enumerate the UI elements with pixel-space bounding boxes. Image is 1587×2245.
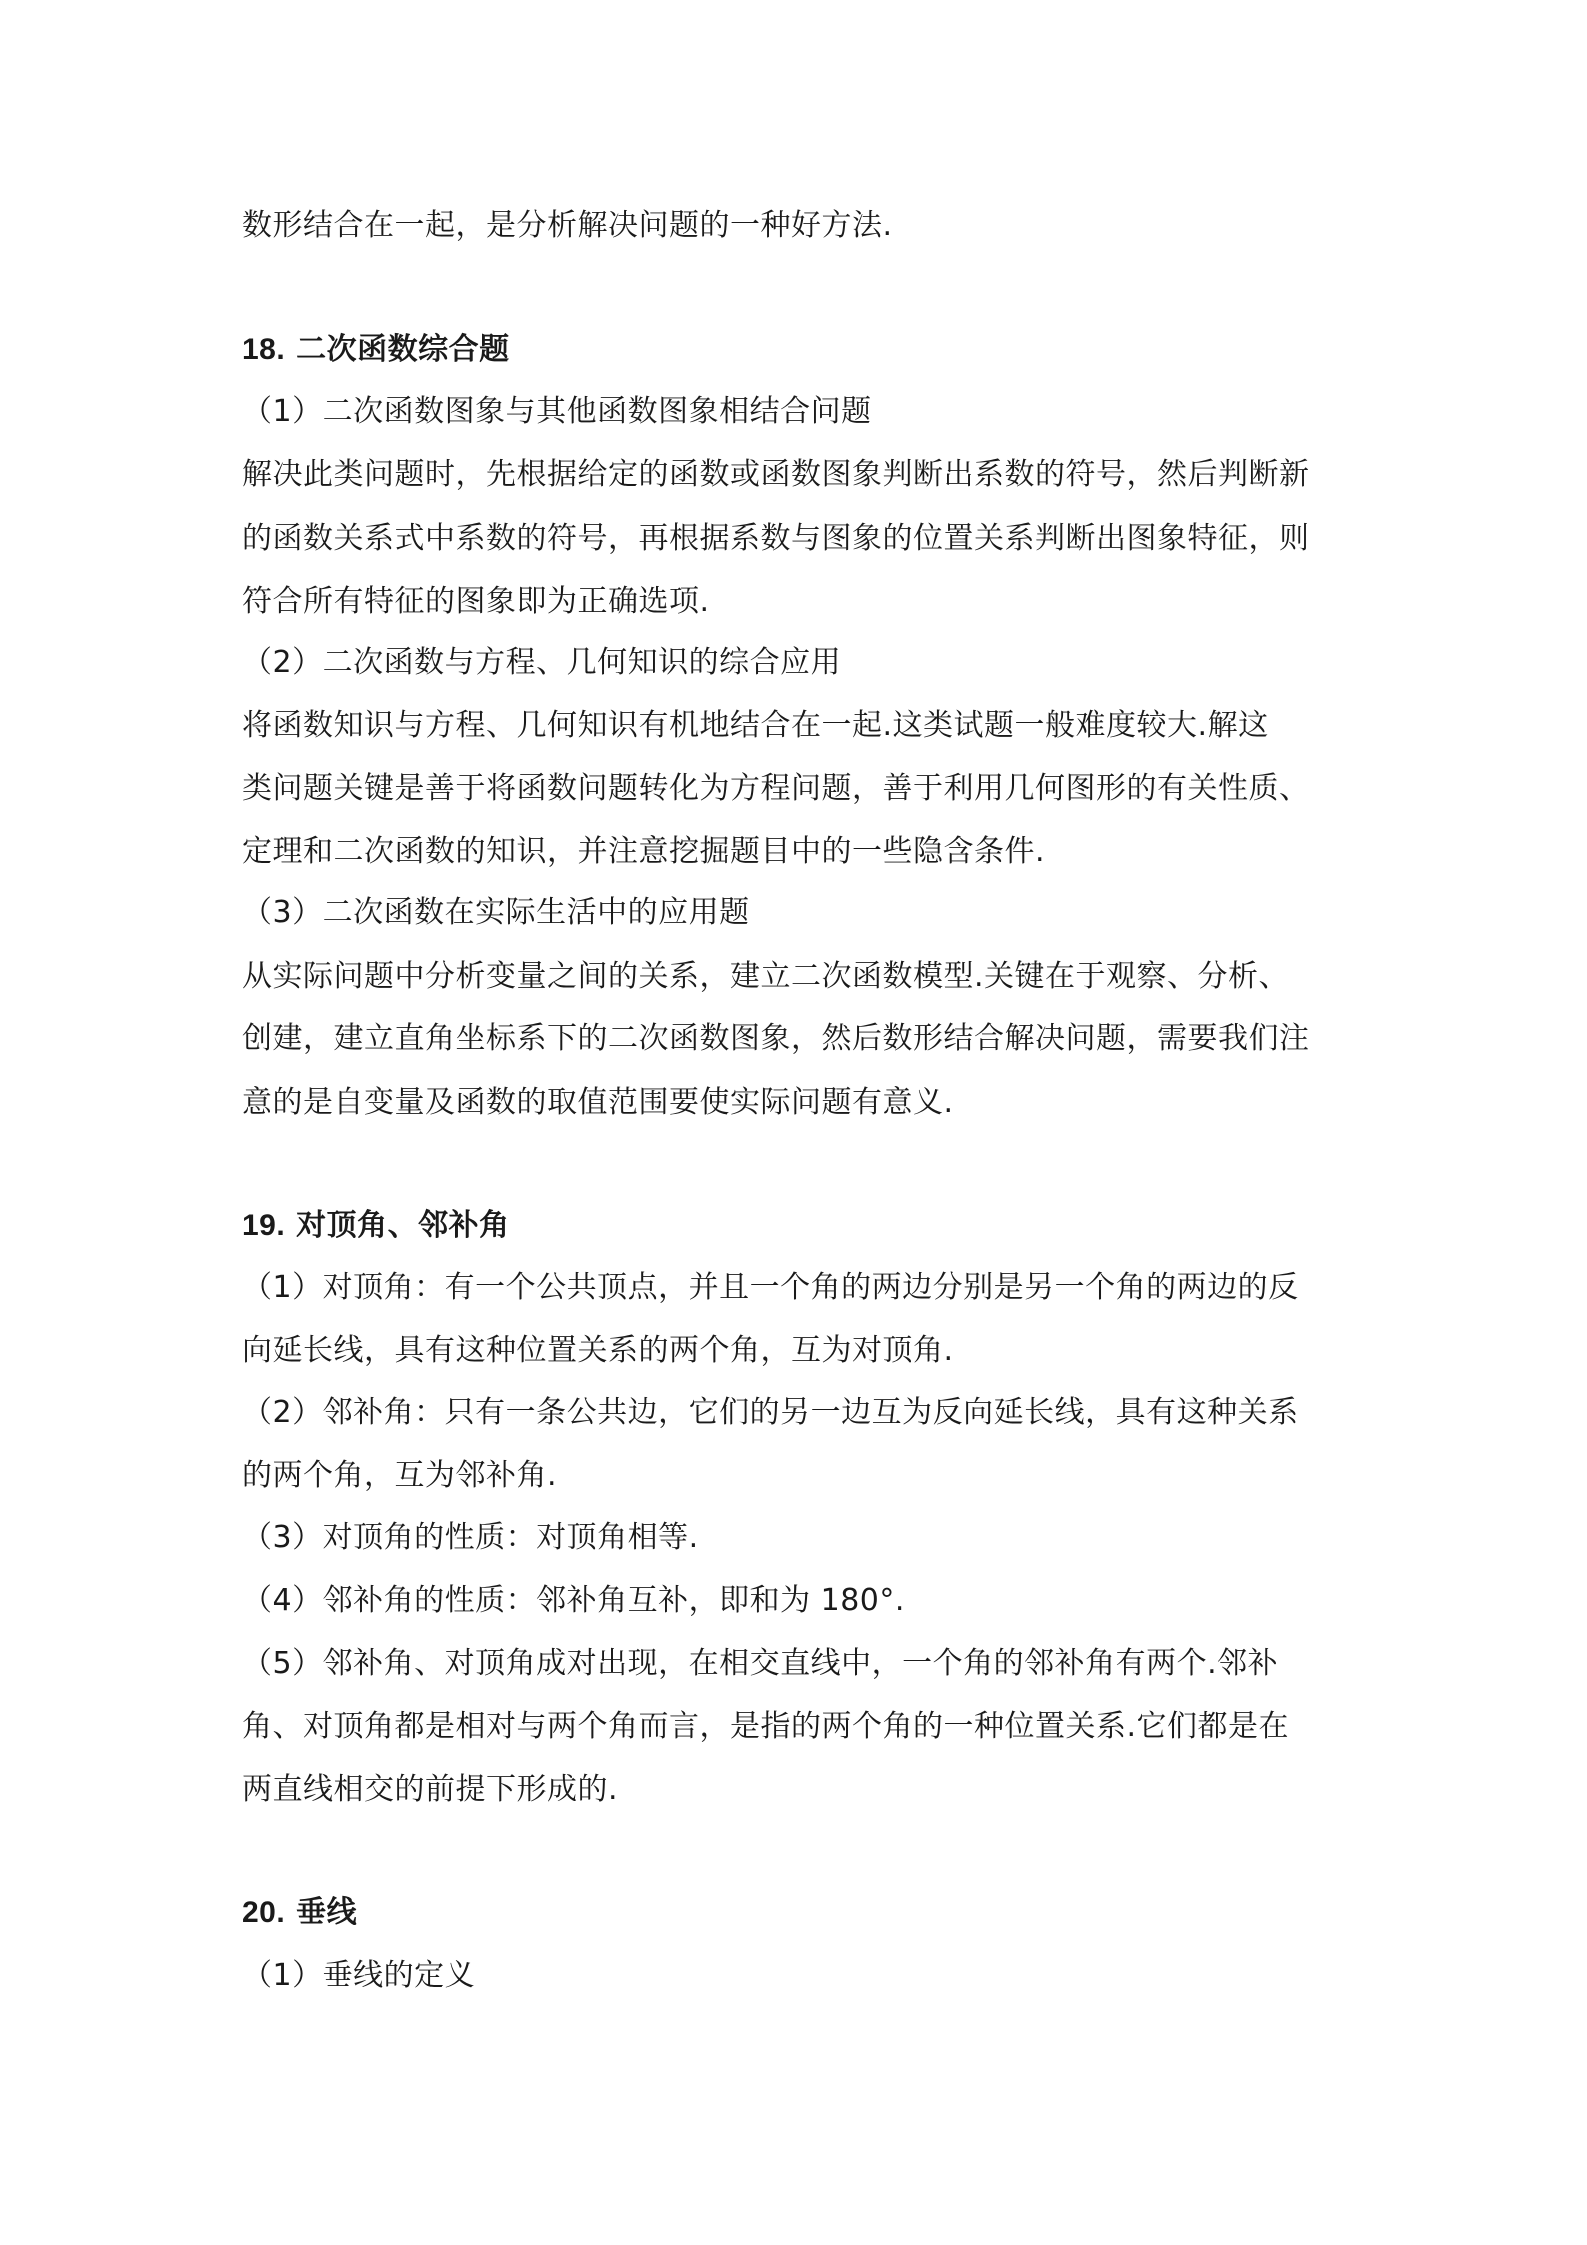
paragraph-line: 类问题关键是善于将函数问题转化为方程问题，善于利用几何图形的有关性质、 xyxy=(242,771,1310,806)
paragraph-line: 从实际问题中分析变量之间的关系，建立二次函数模型.关键在于观察、分析、 xyxy=(242,959,1290,994)
section-number: 19. xyxy=(242,1209,286,1242)
paragraph-line: （2）邻补角：只有一条公共边，它们的另一边互为反向延长线，具有这种关系 xyxy=(242,1395,1299,1430)
paragraph-line: （5）邻补角、对顶角成对出现，在相交直线中，一个角的邻补角有两个.邻补 xyxy=(242,1646,1279,1681)
section-20-heading xyxy=(242,1893,1352,1933)
paragraph-line: 解决此类问题时，先根据给定的函数或函数图象判断出系数的符号，然后判断新 xyxy=(242,457,1310,492)
paragraph-line: 定理和二次函数的知识，并注意挖掘题目中的一些隐含条件. xyxy=(242,834,1046,869)
paragraph-line: 的函数关系式中系数的符号，再根据系数与图象的位置关系判断出图象特征，则 xyxy=(242,521,1310,556)
section-title: 二次函数综合题 xyxy=(296,332,510,367)
paragraph-line: （3）对顶角的性质：对顶角相等. xyxy=(242,1520,699,1555)
paragraph-line: （4）邻补角的性质：邻补角互补，即和为 180°. xyxy=(242,1583,905,1618)
subheading: （1）二次函数图象与其他函数图象相结合问题 xyxy=(242,394,872,429)
section-title: 垂线 xyxy=(296,1895,358,1930)
subheading: （3）二次函数在实际生活中的应用题 xyxy=(242,895,750,930)
section-title: 对顶角、邻补角 xyxy=(296,1208,510,1243)
section-18-heading xyxy=(242,330,1352,370)
paragraph-line: 创建，建立直角坐标系下的二次函数图象，然后数形结合解决问题，需要我们注 xyxy=(242,1021,1310,1056)
paragraph-line: 符合所有特征的图象即为正确选项. xyxy=(242,584,710,619)
paragraph-line: 将函数知识与方程、几何知识有机地结合在一起.这类试题一般难度较大.解这 xyxy=(242,708,1269,743)
intro-paragraph: 数形结合在一起，是分析解决问题的一种好方法. xyxy=(242,208,893,243)
paragraph-line: 两直线相交的前提下形成的. xyxy=(242,1772,619,1807)
paragraph-line: 意的是自变量及函数的取值范围要使实际问题有意义. xyxy=(242,1085,954,1120)
section-19-heading xyxy=(242,1206,1352,1246)
paragraph-line: 的两个角，互为邻补角. xyxy=(242,1458,558,1493)
subheading: （1）垂线的定义 xyxy=(242,1958,476,1993)
paragraph-line: 角、对顶角都是相对与两个角而言，是指的两个角的一种位置关系.它们都是在 xyxy=(242,1709,1290,1744)
subheading: （2）二次函数与方程、几何知识的综合应用 xyxy=(242,645,842,680)
paragraph-line: 向延长线，具有这种位置关系的两个角，互为对顶角. xyxy=(242,1333,954,1368)
section-number: 20. xyxy=(242,1896,286,1929)
paragraph-line: （1）对顶角：有一个公共顶点，并且一个角的两边分别是另一个角的两边的反 xyxy=(242,1270,1299,1305)
section-number: 18. xyxy=(242,333,286,366)
